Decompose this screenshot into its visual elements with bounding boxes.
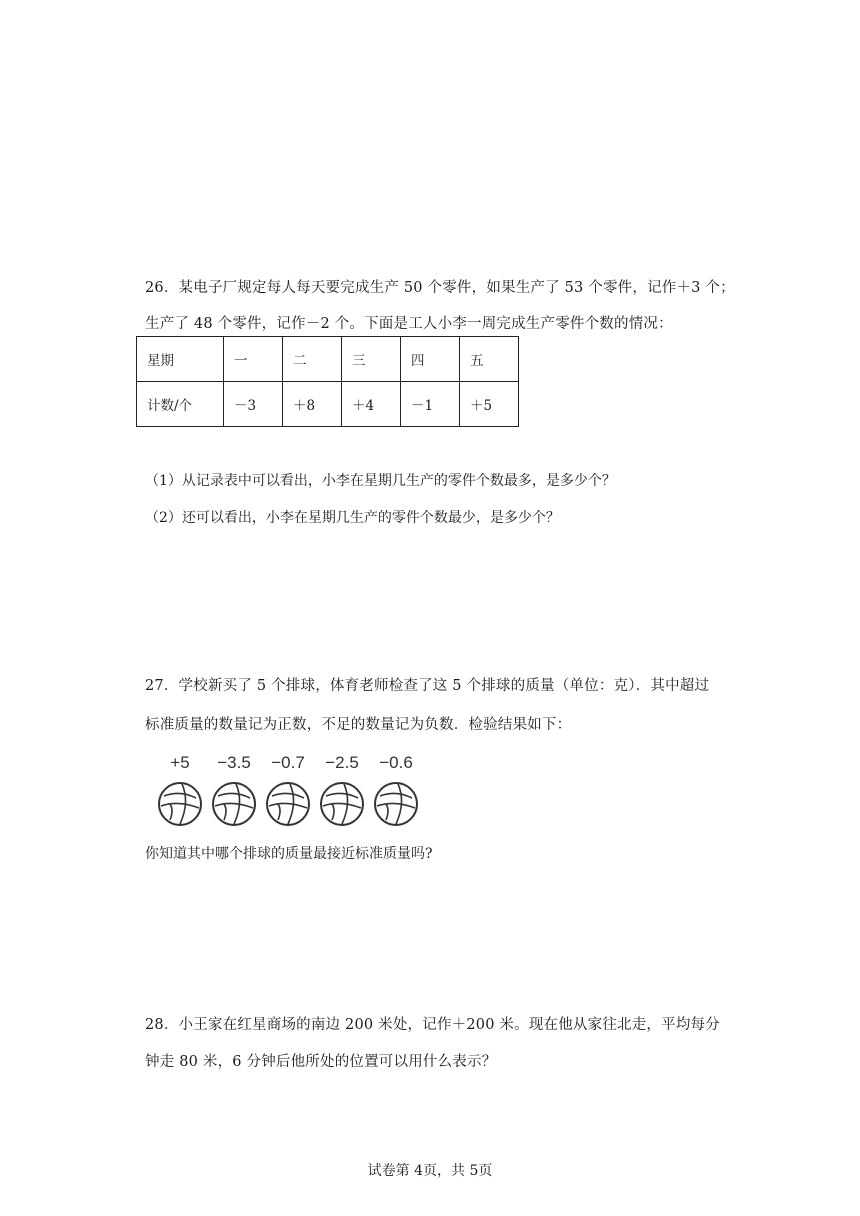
q26-sub1: （1）从记录表中可以看出，小李在星期几生产的零件个数最多，是多少个？ <box>145 473 616 489</box>
day-cell: 三 <box>342 337 401 382</box>
q26-sub2: （2）还可以看出，小李在星期几生产的零件个数最少，是多少个？ <box>145 510 560 526</box>
page-footer: 试卷第 4页，共 5页 <box>367 1163 493 1179</box>
volleyball-item <box>260 752 316 828</box>
day-cell: 四 <box>401 337 460 382</box>
volleyball-icon <box>264 780 312 828</box>
table-row-weekday <box>137 337 519 382</box>
production-record-table <box>136 336 519 427</box>
table-row-label: 计数/个 <box>137 382 224 427</box>
volleyball-icon <box>318 780 366 828</box>
volleyball-icon <box>372 780 420 828</box>
ball-value: −0.6 <box>379 753 413 772</box>
day-cell: 一 <box>224 337 283 382</box>
q27-question: 你知道其中哪个排球的质量最接近标准质量吗? <box>145 846 433 862</box>
volleyball-item <box>314 752 370 828</box>
count-cell: －1 <box>401 382 460 427</box>
volleyball-icon <box>156 780 204 828</box>
volleyball-figure <box>152 752 442 832</box>
ball-value: +5 <box>170 753 190 772</box>
table-header-label: 星期 <box>137 337 224 382</box>
volleyball-item <box>368 752 424 828</box>
table-row-count <box>137 382 519 427</box>
count-cell: ＋8 <box>283 382 342 427</box>
q26-line2: 生产了 48 个零件，记作－2 个。下面是工人小李一周完成生产零件个数的情况： <box>145 316 673 332</box>
ball-value: −2.5 <box>325 753 359 772</box>
day-cell: 二 <box>283 337 342 382</box>
q27-line1: 27．学校新买了 5 个排球，体育老师检查了这 5 个排球的质量（单位：克）．其中超过 <box>145 678 710 694</box>
count-cell: ＋4 <box>342 382 401 427</box>
volleyball-icon <box>210 780 258 828</box>
ball-value: −0.7 <box>271 753 305 772</box>
count-cell: －3 <box>224 382 283 427</box>
q28-line1: 28．小王家在红星商场的南边 200 米处，记作＋200 米。现在他从家往北走，平均每分 <box>145 1017 720 1033</box>
ball-value: −3.5 <box>217 753 251 772</box>
q27-line2: 标准质量的数量记为正数，不足的数量记为负数．检验结果如下： <box>145 717 572 733</box>
q26-line1: 26．某电子厂规定每人每天要完成生产 50 个零件，如果生产了 53 个零件，记作＋3 个； <box>145 280 735 296</box>
day-cell: 五 <box>460 337 519 382</box>
volleyball-item <box>152 752 208 828</box>
q28-line2: 钟走 80 米，6 分钟后他所处的位置可以用什么表示？ <box>145 1054 497 1070</box>
count-cell: ＋5 <box>460 382 519 427</box>
volleyball-item <box>206 752 262 828</box>
